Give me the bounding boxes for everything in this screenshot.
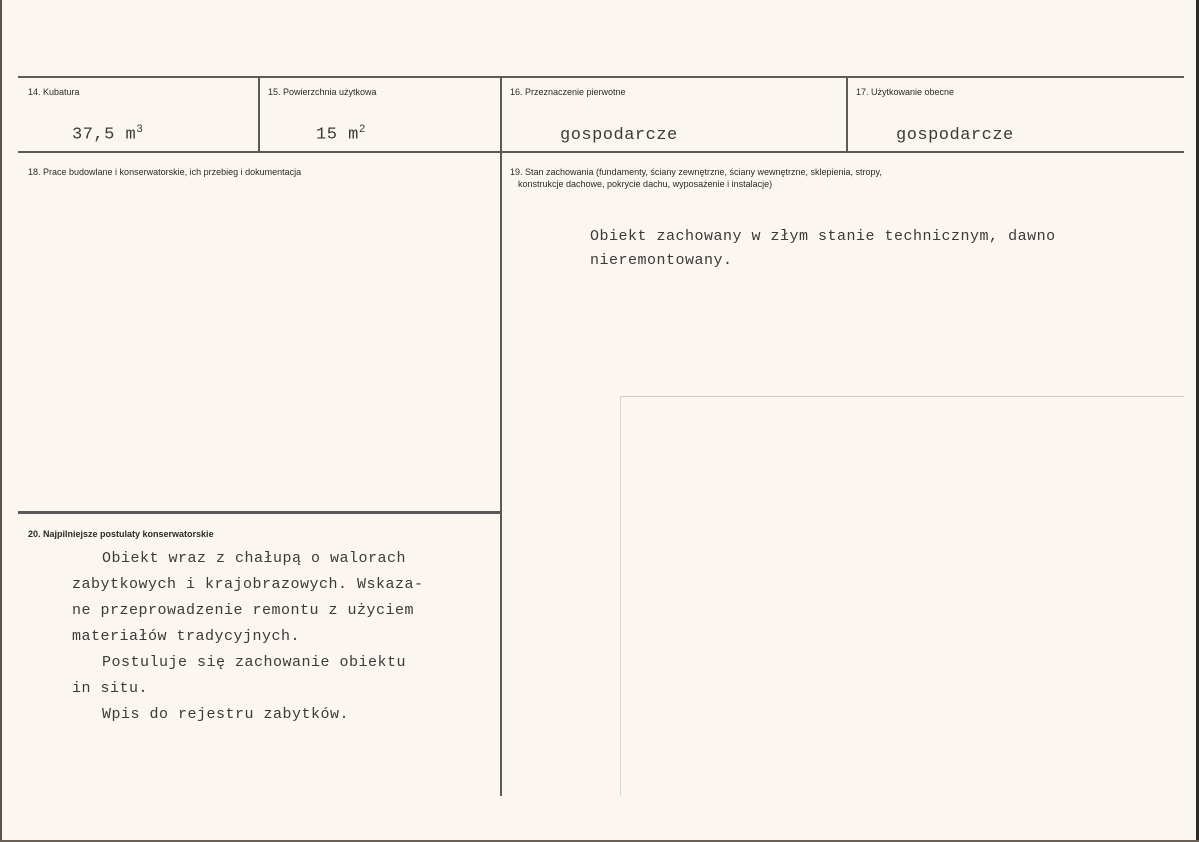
- divider-main: [500, 76, 502, 796]
- divider-16-17: [846, 76, 848, 152]
- field-14-value: 37,5 $m^3$: [72, 124, 144, 145]
- field-20-line: ne przeprowadzenie remontu z użyciem: [72, 602, 415, 619]
- field-20-line: zabytkowych i krajobrazowych. Wskaza-: [72, 576, 424, 593]
- faint-divider: [620, 396, 621, 796]
- field-20-line: Postuluje się zachowanie obiektu: [102, 654, 407, 671]
- row1-bottom-rule: [18, 151, 1184, 153]
- field-20-line: Wpis do rejestru zabytków.: [102, 706, 350, 723]
- field-17-value: gospodarcze: [896, 126, 1014, 145]
- field-20-line: in situ.: [72, 680, 149, 697]
- field-16-value: gospodarcze: [560, 126, 678, 145]
- divider-14-15: [258, 76, 260, 152]
- field-20-line: materiałów tradycyjnych.: [72, 628, 301, 645]
- field-19-text-line2: nieremontowany.: [590, 252, 733, 269]
- field-20-label: 20. Najpilniejsze postulaty konserwatorskie: [28, 529, 214, 539]
- field-15-value: 15 $m^2$: [316, 124, 366, 145]
- field-20-line: Obiekt wraz z chałupą o walorach: [102, 550, 407, 567]
- field-15-label: 15. Powierzchnia użytkowa: [268, 87, 377, 97]
- faint-rule: [620, 396, 1184, 397]
- card-edge-left: [0, 0, 2, 842]
- field-16-label: 16. Przeznaczenie pierwotne: [510, 87, 626, 97]
- field-18-label: 18. Prace budowlane i konserwatorskie, ich przebieg i dokumentacja: [28, 167, 302, 177]
- field-17-label: 17. Użytkowanie obecne: [856, 87, 955, 97]
- top-rule: [18, 76, 1184, 78]
- row2-left-bottom-rule: [18, 511, 501, 514]
- field-19-label-line2: konstrukcje dachowe, pokrycie dachu, wyposażenie i instalacje): [518, 179, 773, 189]
- field-14-label: 14. Kubatura: [28, 87, 80, 97]
- field-19-text-line1: Obiekt zachowany w złym stanie technicznym, dawno: [590, 228, 1056, 245]
- field-19-label-line1: 19. Stan zachowania (fundamenty, ściany zewnętrzne, ściany wewnętrzne, sklepienia, stropy,: [510, 167, 882, 177]
